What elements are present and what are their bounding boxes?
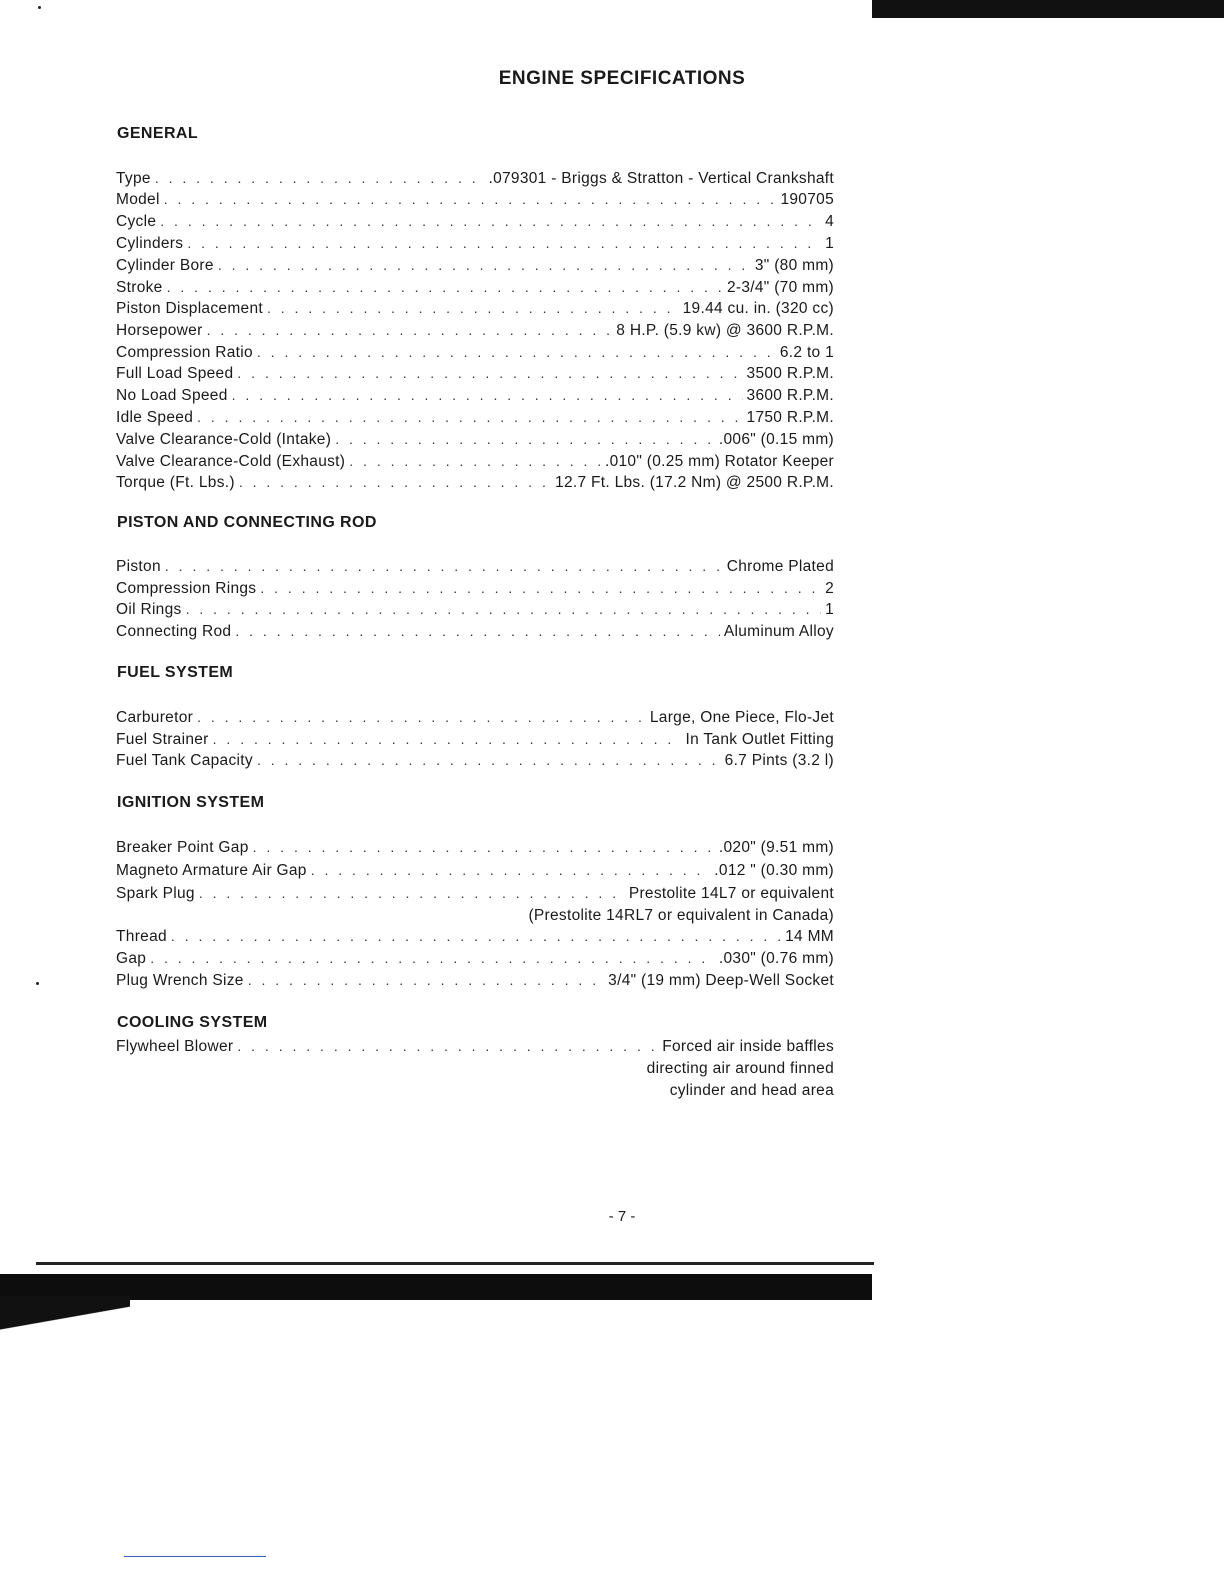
leader-dots — [197, 709, 646, 725]
spec-row-valve-clearance-intake — [116, 431, 834, 453]
spec-row-fuel-strainer — [116, 731, 834, 753]
spec-value: 4 — [825, 213, 834, 230]
spec-value: Forced air inside baffles — [662, 1038, 834, 1055]
spec-value: .006" (0.15 mm) — [718, 431, 834, 448]
section-heading-fuel: FUEL SYSTEM — [117, 664, 234, 681]
spec-value: .020" (9.51 mm) — [718, 839, 834, 856]
spec-value: 2-3/4" (70 mm) — [726, 279, 834, 296]
section-heading-ignition: IGNITION SYSTEM — [117, 794, 265, 811]
spec-value: Aluminum Alloy — [723, 623, 834, 640]
spec-value: 6.2 to 1 — [779, 344, 834, 361]
spec-value: 3600 R.P.M. — [746, 387, 834, 404]
spec-value: .030" (0.76 mm) — [718, 950, 834, 967]
leader-dots — [335, 431, 715, 447]
spec-label: Horsepower — [116, 322, 203, 339]
leader-dots — [164, 191, 777, 207]
spec-value: 3500 R.P.M. — [746, 365, 834, 382]
spec-row-idle-speed — [116, 409, 834, 431]
scan-edge-bar-top — [872, 0, 1224, 18]
leader-dots — [239, 474, 551, 490]
leader-dots — [349, 453, 601, 469]
cooling-continuation-line: directing air around finned — [646, 1060, 834, 1077]
scan-edge-bar-bottom — [0, 1274, 872, 1300]
leader-dots — [150, 950, 715, 966]
spec-value: 190705 — [780, 191, 834, 208]
leader-dots — [260, 580, 821, 596]
spec-row-horsepower — [116, 322, 834, 344]
leader-dots — [232, 387, 743, 403]
spec-row-no-load-speed — [116, 387, 834, 409]
spec-label: Fuel Strainer — [116, 731, 209, 748]
leader-dots — [267, 300, 679, 316]
spec-value: 6.7 Pints (3.2 l) — [724, 752, 834, 769]
spec-value: 19.44 cu. in. (320 cc) — [682, 300, 834, 317]
page-number: - 7 - — [608, 1208, 636, 1225]
spec-label: Spark Plug — [116, 885, 195, 902]
spec-row-type — [116, 170, 834, 192]
spec-label: Oil Rings — [116, 601, 182, 618]
spec-label: Flywheel Blower — [116, 1038, 234, 1055]
spec-row-carburetor — [116, 709, 834, 731]
spec-row-compression-ratio — [116, 344, 834, 366]
spec-label: Fuel Tank Capacity — [116, 752, 253, 769]
spec-row-cylinder-bore — [116, 257, 834, 279]
spec-value: Chrome Plated — [726, 558, 834, 575]
spec-value: 3" (80 mm) — [754, 257, 834, 274]
scan-edge-wedge — [0, 1296, 130, 1356]
spec-row-plug-wrench-size — [116, 972, 834, 994]
spec-value: 12.7 Ft. Lbs. (17.2 Nm) @ 2500 R.P.M. — [555, 474, 834, 491]
spec-label: Breaker Point Gap — [116, 839, 249, 856]
spec-row-gap — [116, 950, 834, 972]
spec-row-model — [116, 191, 834, 213]
leader-dots — [207, 322, 613, 338]
leader-dots — [186, 601, 822, 617]
spec-value: 1 — [825, 601, 834, 618]
spec-label: Plug Wrench Size — [116, 972, 244, 989]
scan-speck — [38, 6, 41, 9]
spec-row-piston-displacement — [116, 300, 834, 322]
spec-label: Idle Speed — [116, 409, 194, 426]
spec-value: .012 " (0.30 mm) — [714, 862, 834, 879]
leader-dots — [237, 1038, 658, 1054]
spec-value: .010" (0.25 mm) Rotator Keeper — [604, 453, 834, 470]
leader-dots — [248, 972, 604, 988]
spec-row-valve-clearance-exhaust — [116, 453, 834, 475]
spec-label: Piston Displacement — [116, 300, 263, 317]
spec-value: 1750 R.P.M. — [746, 409, 834, 426]
spec-row-oil-rings — [116, 601, 834, 623]
leader-dots — [213, 731, 682, 747]
spec-row-piston — [116, 558, 834, 580]
spec-value: Prestolite 14L7 or equivalent — [628, 885, 834, 902]
spec-label: Valve Clearance-Cold (Intake) — [116, 431, 332, 448]
leader-dots — [311, 862, 711, 878]
leader-dots — [218, 257, 751, 273]
leader-dots — [257, 344, 776, 360]
spec-row-magneto-air-gap — [116, 862, 834, 884]
spec-row-cycle — [116, 213, 834, 235]
spec-value: 8 H.P. (5.9 kw) @ 3600 R.P.M. — [616, 322, 834, 339]
spec-label: Valve Clearance-Cold (Exhaust) — [116, 453, 346, 470]
leader-dots — [237, 365, 742, 381]
leader-dots — [235, 623, 719, 639]
spec-row-thread — [116, 928, 834, 950]
spec-label: Stroke — [116, 279, 163, 296]
section-heading-cooling: COOLING SYSTEM — [117, 1014, 268, 1031]
section-heading-piston: PISTON AND CONNECTING ROD — [117, 514, 377, 531]
spec-label: Compression Rings — [116, 580, 257, 597]
spec-label: Compression Ratio — [116, 344, 253, 361]
spec-label: Magneto Armature Air Gap — [116, 862, 307, 879]
spec-row-cylinders — [116, 235, 834, 257]
spec-label: Piston — [116, 558, 161, 575]
spec-label: Cylinder Bore — [116, 257, 214, 274]
spec-row-full-load-speed — [116, 365, 834, 387]
spec-label: Carburetor — [116, 709, 194, 726]
leader-dots — [171, 928, 781, 944]
page-title: ENGINE SPECIFICATIONS — [498, 68, 746, 89]
spec-value: In Tank Outlet Fitting — [685, 731, 834, 748]
spec-row-spark-plug — [116, 885, 834, 907]
spec-label: Cycle — [116, 213, 157, 230]
leader-dots — [160, 213, 821, 229]
spec-row-torque — [116, 474, 834, 496]
leader-dots — [167, 279, 723, 295]
spec-value: Large, One Piece, Flo-Jet — [649, 709, 834, 726]
spark-plug-note: (Prestolite 14RL7 or equivalent in Canada) — [528, 907, 834, 924]
spec-label: Gap — [116, 950, 147, 967]
spec-row-flywheel-blower — [116, 1038, 834, 1060]
spec-label: Full Load Speed — [116, 365, 234, 382]
spec-label: Connecting Rod — [116, 623, 232, 640]
scan-edge-rule — [36, 1262, 874, 1265]
spec-value: .079301 - Briggs & Stratton - Vertical Crankshaft — [488, 170, 834, 187]
scan-speck — [36, 982, 39, 985]
leader-dots — [253, 839, 715, 855]
leader-dots — [199, 885, 625, 901]
section-heading-general: GENERAL — [117, 125, 199, 142]
leader-dots — [155, 170, 485, 186]
spec-label: No Load Speed — [116, 387, 228, 404]
spec-label: Model — [116, 191, 160, 208]
spec-row-breaker-point-gap — [116, 839, 834, 861]
spec-row-stroke — [116, 279, 834, 301]
spec-value: 2 — [825, 580, 834, 597]
leader-dots — [187, 235, 821, 251]
spec-label: Type — [116, 170, 151, 187]
scan-blue-line — [124, 1556, 266, 1557]
cooling-continuation-line: cylinder and head area — [669, 1082, 834, 1099]
spec-label: Cylinders — [116, 235, 184, 252]
spec-value: 1 — [825, 235, 834, 252]
spec-label: Torque (Ft. Lbs.) — [116, 474, 235, 491]
spec-value: 3/4" (19 mm) Deep-Well Socket — [608, 972, 834, 989]
spec-row-compression-rings — [116, 580, 834, 602]
spec-row-connecting-rod — [116, 623, 834, 645]
spec-value: 14 MM — [785, 928, 834, 945]
spec-label: Thread — [116, 928, 167, 945]
leader-dots — [197, 409, 742, 425]
leader-dots — [257, 752, 721, 768]
spec-row-fuel-tank-capacity — [116, 752, 834, 774]
leader-dots — [165, 558, 723, 574]
